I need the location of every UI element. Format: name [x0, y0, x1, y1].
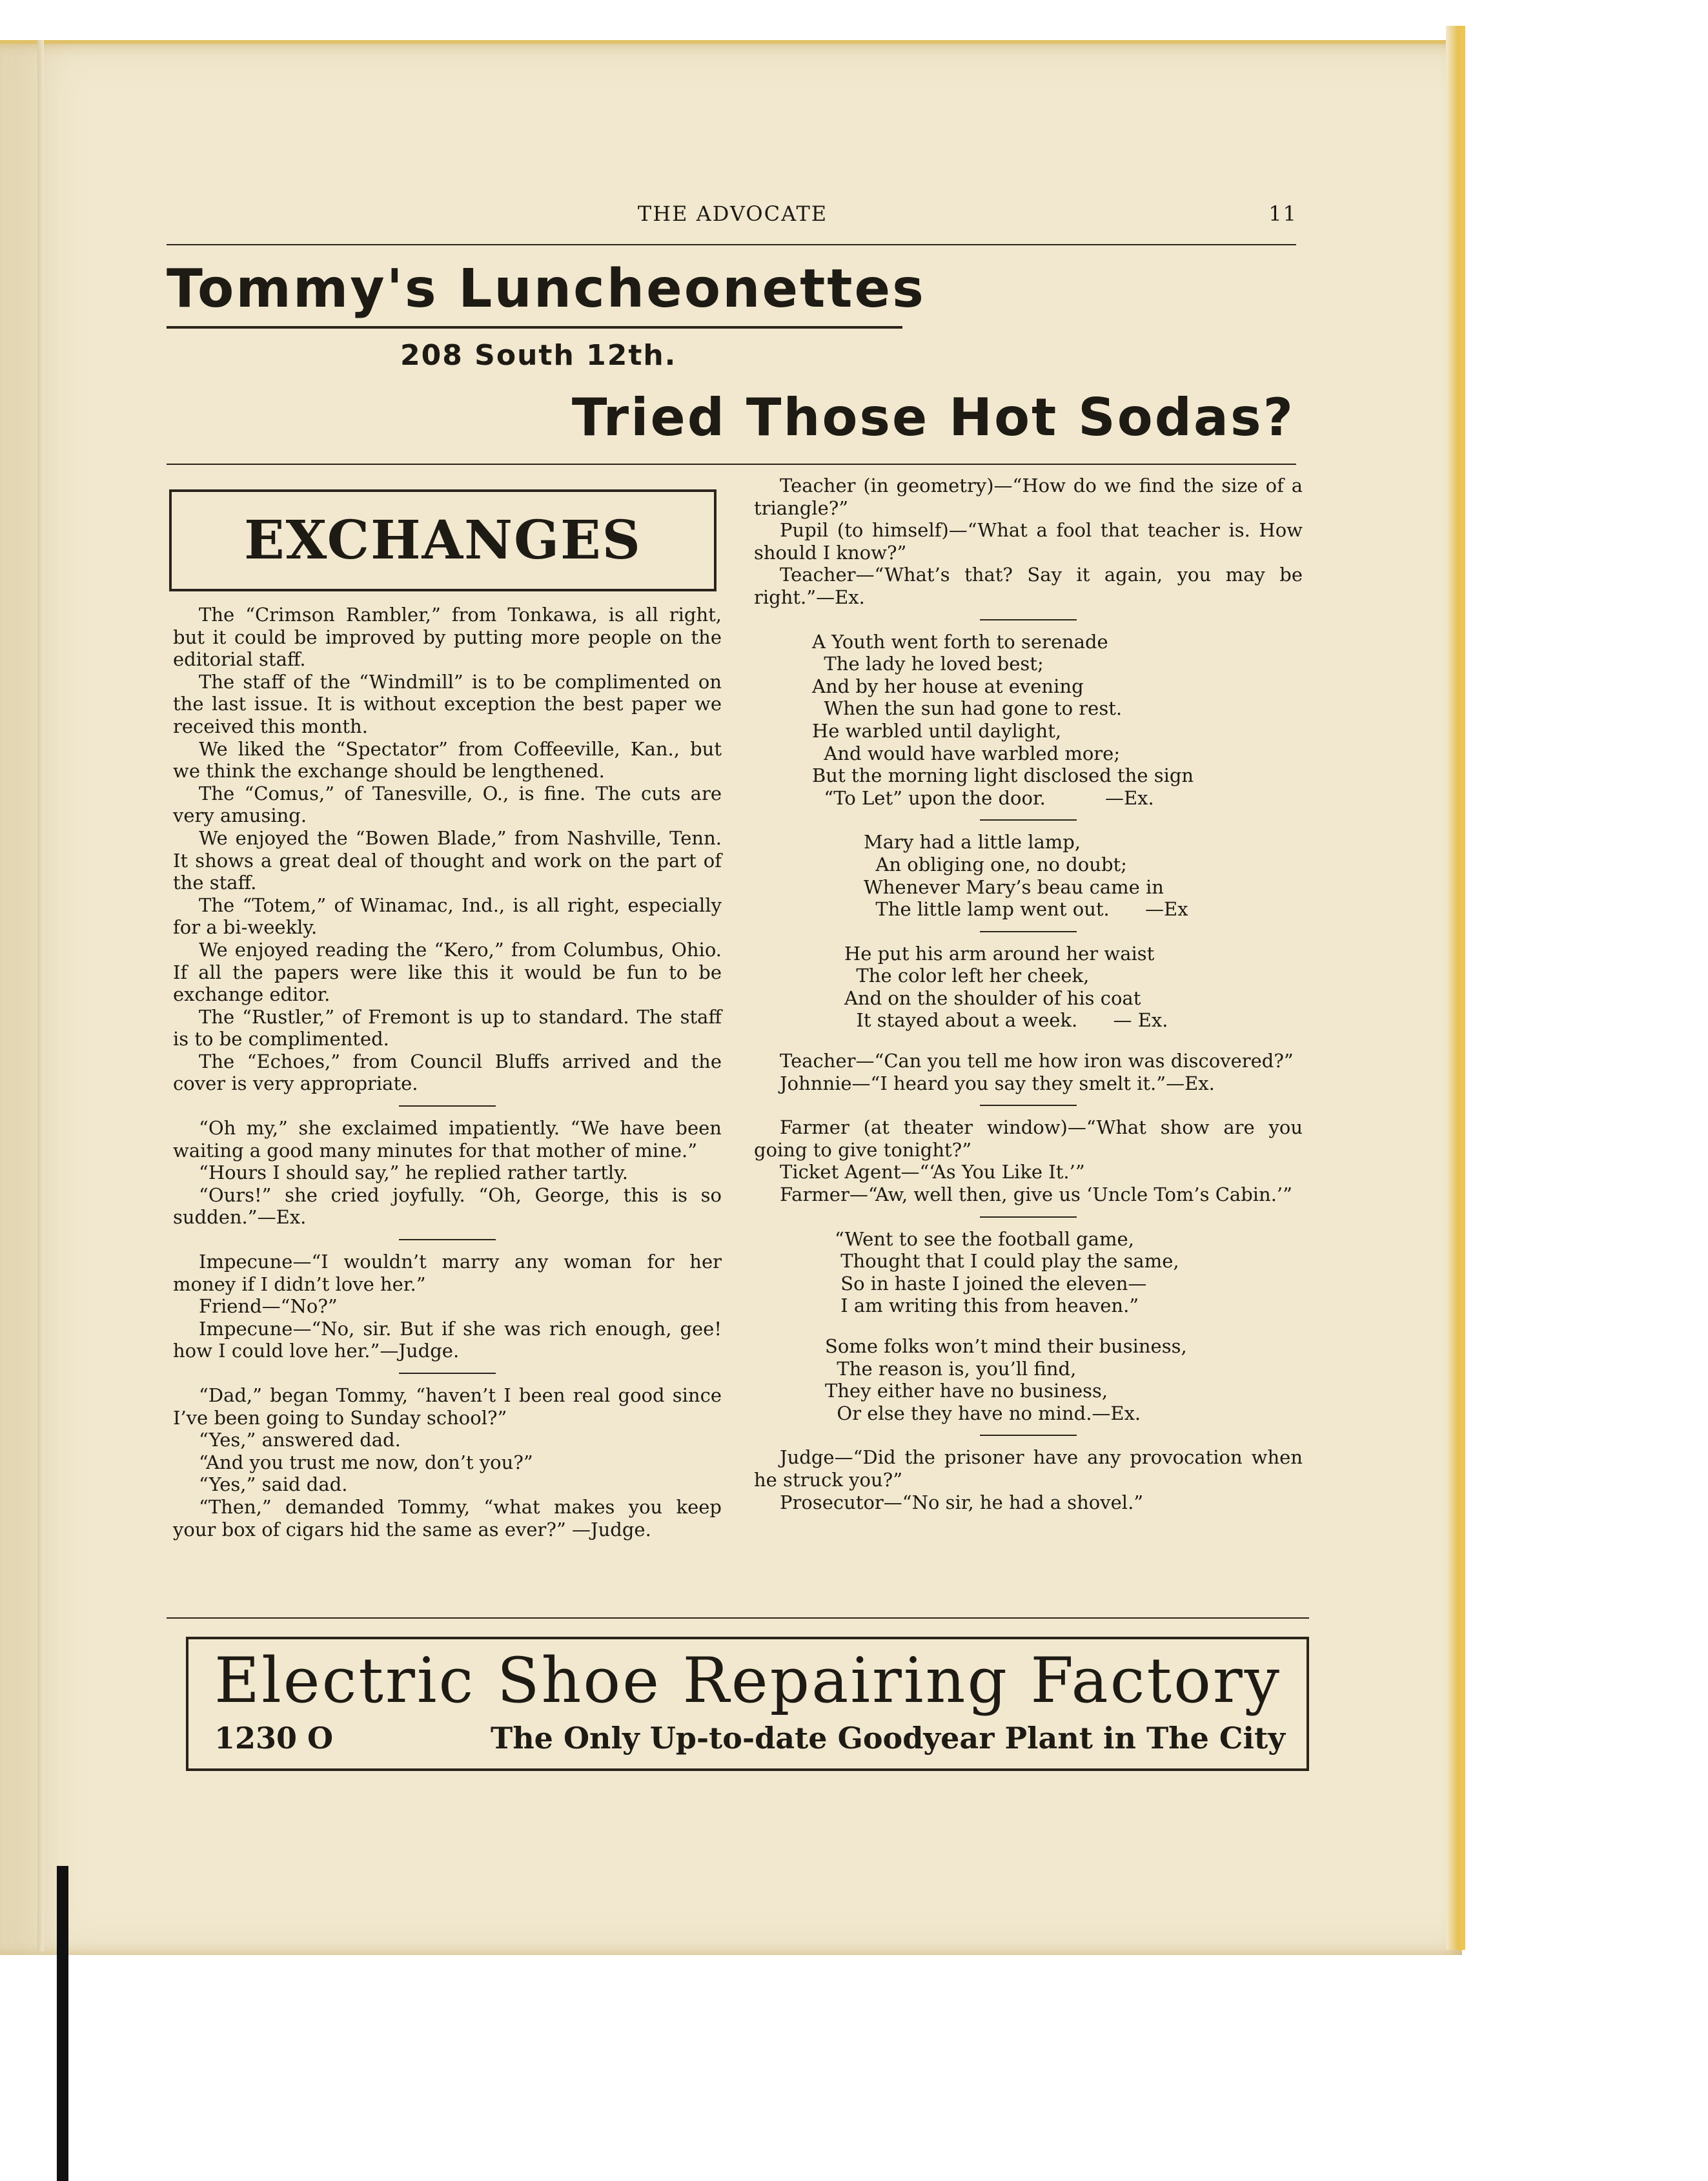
- exchanges-list: [173, 604, 722, 1095]
- joke-cigars: [173, 1384, 722, 1541]
- joke-line: Prosecutor—“No sir, he had a shovel.”: [780, 1491, 1144, 1513]
- poem-cheek: [754, 943, 1303, 1032]
- poem-line: Or else they have no mind.—Ex.: [825, 1402, 1141, 1424]
- joke-line: “Then,” demanded Tommy, “what makes you keep your box of cigars hid the same as ever?” —Judge.: [173, 1495, 722, 1541]
- left-column: [173, 604, 722, 1541]
- separator-rule: [980, 1105, 1077, 1106]
- poem-line: “Went to see the football game,: [835, 1227, 1134, 1250]
- running-head: [168, 194, 1297, 231]
- ad-divider: [167, 464, 1296, 465]
- exchange-item: The “Comus,” of Tanesville, O., is fine. The cuts are very amusing.: [173, 782, 722, 827]
- poem-line: They either have no business,: [825, 1380, 1108, 1402]
- separator-rule: [980, 1435, 1077, 1436]
- joke-farmer: [754, 1116, 1303, 1205]
- separator-rule: [980, 1216, 1077, 1218]
- exchange-item: The staff of the “Windmill” is to be complimented on the last issue. It is without exception the best paper we received this month.: [173, 670, 722, 737]
- poem-business: [754, 1335, 1303, 1424]
- joke-judge: [754, 1446, 1303, 1513]
- joke-geometry: [754, 475, 1303, 609]
- joke-line: Judge—“Did the prisoner have any provocation when he struck you?”: [754, 1446, 1303, 1491]
- joke-line: Teacher (in geometry)—“How do we find the size of a triangle?”: [754, 475, 1303, 519]
- separator-rule: [980, 619, 1077, 620]
- poem-line: He warbled until daylight,: [812, 719, 1062, 742]
- exchange-item: The “Totem,” of Winamac, Ind., is all right, especially for a bi-weekly.: [173, 894, 722, 939]
- poem-line: The lady he loved best;: [812, 653, 1044, 675]
- page-binding: [37, 40, 44, 1951]
- poem-line: I am writing this from heaven.”: [835, 1295, 1139, 1317]
- poem-serenade: [754, 631, 1303, 810]
- ad-luncheonette-slogan: Tried Those Hot Sodas?: [571, 387, 1295, 447]
- poem-line: But the morning light disclosed the sign: [812, 764, 1194, 787]
- joke-line: Farmer (at theater window)—“What show are you going to give tonight?”: [754, 1116, 1303, 1161]
- joke-line: “Dad,” began Tommy, “haven’t I been real good since I’ve been going to Sunday school?”: [173, 1384, 722, 1429]
- spacer: [754, 1317, 1303, 1335]
- poem-line: Some folks won’t mind their business,: [825, 1335, 1187, 1357]
- poem-line: The reason is, you’ll find,: [825, 1357, 1077, 1380]
- poem-line: Thought that I could play the same,: [835, 1250, 1179, 1273]
- separator-rule: [980, 819, 1077, 821]
- joke-line: “Oh my,” she exclaimed impatiently. “We have been waiting a good many minutes for that mother of mine.”: [173, 1117, 722, 1162]
- poem-line: And on the shoulder of his coat: [844, 987, 1141, 1009]
- exchange-item: The “Echoes,” from Council Bluffs arrived and the cover is very appropriate.: [173, 1050, 722, 1095]
- footer-rule: [167, 1617, 1309, 1619]
- joke-line: “Ours!” she cried joyfully. “Oh, George, this is so sudden.”—Ex.: [173, 1183, 722, 1229]
- poem-line: The color left her cheek,: [844, 965, 1090, 987]
- header-rule: [167, 244, 1296, 245]
- ad-shoe-repair-name: Electric Shoe Repairing Factory: [214, 1644, 1281, 1717]
- ad-luncheonette-address: 208 South 12th.: [400, 339, 677, 372]
- poem-line: Whenever Mary’s beau came in: [864, 875, 1164, 898]
- ad-shoe-repair: [186, 1637, 1309, 1771]
- poem-line: An obliging one, no doubt;: [864, 853, 1127, 875]
- spacer: [754, 1032, 1303, 1050]
- joke-line: Impecune—“No, sir. But if she was rich enough, gee! how I could love her.”—Judge.: [173, 1317, 722, 1362]
- publication-title: THE ADVOCATE: [637, 201, 828, 226]
- separator-rule: [399, 1105, 496, 1107]
- joke-line: Teacher—“Can you tell me how iron was discovered?”: [780, 1050, 1294, 1072]
- ad-luncheonette-name: Tommy's Luncheonettes: [167, 258, 926, 320]
- page-edge: [1446, 26, 1465, 1950]
- poem-line: A Youth went forth to serenade: [812, 630, 1108, 653]
- exchanges-heading-box: [169, 489, 717, 591]
- ad-shoe-repair-tagline: The Only Up-to-date Goodyear Plant in The City: [491, 1721, 1285, 1756]
- exchange-item: The “Crimson Rambler,” from Tonkawa, is all right, but it could be improved by putting more people on the editorial staff.: [173, 604, 722, 671]
- poem-line: When the sun had gone to rest.: [812, 697, 1123, 720]
- joke-line: “And you trust me now, don’t you?”: [199, 1451, 533, 1473]
- joke-line: Friend—“No?”: [199, 1295, 338, 1318]
- poem-line: And by her house at evening: [812, 675, 1084, 697]
- poem-line: It stayed about a week. — Ex.: [844, 1009, 1168, 1032]
- joke-line: “Yes,” said dad.: [199, 1473, 348, 1496]
- joke-line: Pupil (to himself)—“What a fool that teacher is. How should I know?”: [754, 519, 1303, 564]
- joke-mother: [173, 1117, 722, 1229]
- poem-line: The little lamp went out. —Ex: [864, 898, 1188, 921]
- poem-line: And would have warbled more;: [812, 742, 1121, 764]
- exchange-item: The “Rustler,” of Fremont is up to standard. The staff is to be complimented.: [173, 1005, 722, 1050]
- separator-rule: [980, 931, 1077, 932]
- separator-rule: [399, 1239, 496, 1240]
- joke-line: Teacher—“What’s that? Say it again, you may be right.”—Ex.: [754, 564, 1303, 608]
- joke-line: “Hours I should say,” he replied rather tartly.: [199, 1162, 628, 1184]
- separator-rule: [399, 1373, 496, 1374]
- poem-line: He put his arm around her waist: [844, 942, 1155, 965]
- joke-line: Farmer—“Aw, well then, give us ‘Uncle Tom’s Cabin.’”: [780, 1183, 1292, 1206]
- joke-impecune: [173, 1251, 722, 1362]
- joke-line: Ticket Agent—“‘As You Like It.’”: [780, 1161, 1085, 1183]
- right-column: [754, 475, 1303, 1513]
- poem-football: [754, 1228, 1303, 1317]
- poem-line: “To Let” upon the door. —Ex.: [812, 786, 1154, 809]
- ad-shoe-repair-address: 1230 O: [214, 1721, 334, 1756]
- page-number: 11: [1268, 201, 1297, 226]
- joke-line: “Yes,” answered dad.: [199, 1429, 401, 1451]
- joke-line: Johnnie—“I heard you say they smelt it.”—Ex.: [780, 1072, 1215, 1094]
- poem-lamp: [754, 831, 1303, 920]
- exchange-item: We enjoyed reading the “Kero,” from Columbus, Ohio. If all the papers were like this it would be fun to be exchange editor.: [173, 938, 722, 1006]
- ad-luncheonette-underline: [167, 326, 902, 329]
- joke-iron: [754, 1050, 1303, 1094]
- exchanges-heading: EXCHANGES: [244, 509, 642, 571]
- exchange-item: We liked the “Spectator” from Coffeeville, Kan., but we think the exchange should be lengthened.: [173, 737, 722, 783]
- book-spine: [57, 1866, 68, 2181]
- exchange-item: We enjoyed the “Bowen Blade,” from Nashville, Tenn. It shows a great deal of thought and work on the part of the staff.: [173, 826, 722, 894]
- poem-line: So in haste I joined the eleven—: [835, 1272, 1147, 1295]
- joke-line: Impecune—“I wouldn’t marry any woman for her money if I didn’t love her.”: [173, 1251, 722, 1295]
- poem-line: Mary had a little lamp,: [864, 831, 1081, 854]
